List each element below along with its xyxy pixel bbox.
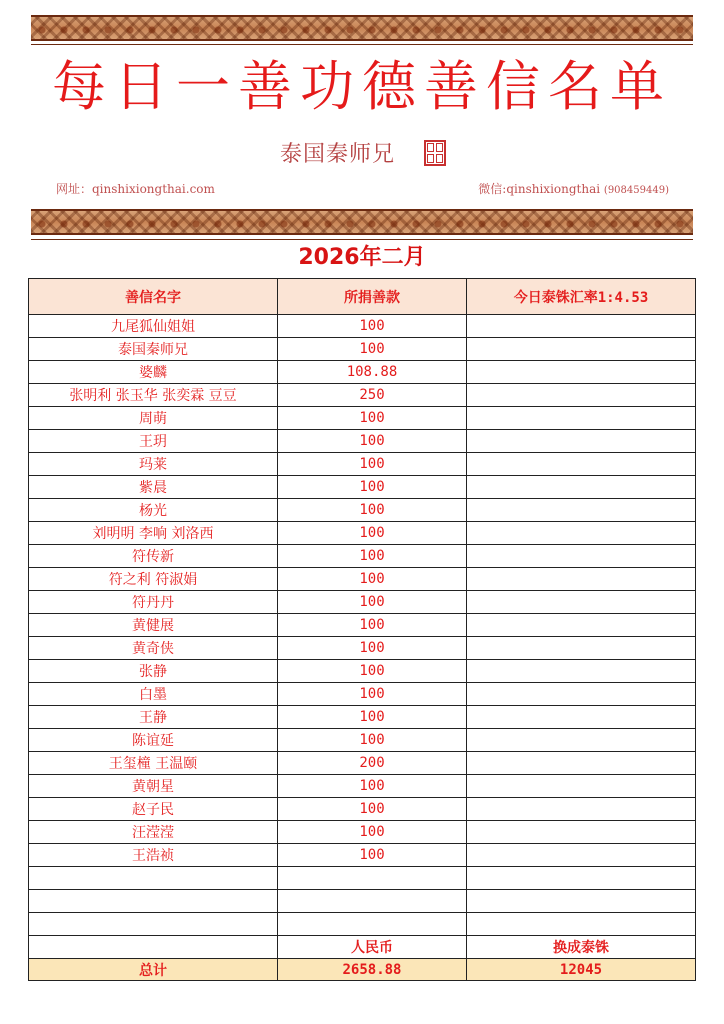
table-row — [29, 890, 696, 913]
exchange-cell — [467, 844, 696, 867]
wechat-text — [478, 180, 669, 197]
donation-amount: 100 — [278, 568, 467, 591]
exchange-cell — [467, 453, 696, 476]
donation-amount: 100 — [278, 315, 467, 338]
donation-amount — [278, 867, 467, 890]
table-row — [29, 315, 696, 338]
exchange-cell — [467, 361, 696, 384]
donor-name — [29, 867, 278, 890]
border-rule-bottom — [31, 239, 693, 240]
donation-amount: 100 — [278, 522, 467, 545]
donor-name: 婆麟 — [29, 361, 278, 384]
donor-name: 黄健展 — [29, 614, 278, 637]
donor-name: 陈谊延 — [29, 729, 278, 752]
exchange-cell — [467, 430, 696, 453]
donor-name: 王玺橦 王温颐 — [29, 752, 278, 775]
table-row — [29, 867, 696, 890]
donation-amount: 100 — [278, 476, 467, 499]
wechat-number: (908459449) — [603, 185, 669, 196]
donor-name: 杨光 — [29, 499, 278, 522]
table-row — [29, 384, 696, 407]
donation-amount: 100 — [278, 499, 467, 522]
table-row — [29, 706, 696, 729]
decorative-border-bottom — [31, 209, 693, 235]
donation-amount: 100 — [278, 844, 467, 867]
donor-name: 九尾狐仙姐姐 — [29, 315, 278, 338]
exchange-cell — [467, 384, 696, 407]
exchange-cell — [467, 522, 696, 545]
table-row — [29, 453, 696, 476]
table-row — [29, 407, 696, 430]
header-exchange-rate: 今日泰铢汇率1:4.53 — [467, 279, 696, 315]
exchange-cell — [467, 683, 696, 706]
exchange-cell — [467, 338, 696, 361]
donation-amount: 100 — [278, 453, 467, 476]
donation-amount: 100 — [278, 798, 467, 821]
exchange-cell — [467, 407, 696, 430]
donation-amount: 100 — [278, 338, 467, 361]
exchange-cell — [467, 660, 696, 683]
donor-name: 黄奇侠 — [29, 637, 278, 660]
exchange-cell — [467, 752, 696, 775]
label-rmb: 人民币 — [278, 936, 467, 959]
page-title: 每日一善功德善信名单 — [52, 55, 672, 118]
table-row — [29, 430, 696, 453]
table-row — [29, 752, 696, 775]
exchange-cell — [467, 775, 696, 798]
table-row — [29, 683, 696, 706]
period-heading: 2026年二月 — [298, 245, 426, 270]
donor-name: 刘明明 李响 刘洛西 — [29, 522, 278, 545]
donor-table — [28, 278, 696, 981]
donation-amount: 100 — [278, 821, 467, 844]
exchange-cell — [467, 614, 696, 637]
exchange-cell — [467, 890, 696, 913]
donor-name: 符传新 — [29, 545, 278, 568]
donation-amount: 250 — [278, 384, 467, 407]
donation-amount — [278, 890, 467, 913]
donor-name: 周萌 — [29, 407, 278, 430]
table-row — [29, 614, 696, 637]
table-row — [29, 844, 696, 867]
author-name: 泰国秦师兄 — [280, 142, 396, 167]
table-header-row — [29, 279, 696, 315]
exchange-cell — [467, 476, 696, 499]
exchange-cell — [467, 315, 696, 338]
table-row — [29, 338, 696, 361]
exchange-cell — [467, 499, 696, 522]
exchange-cell — [467, 913, 696, 936]
donor-name — [29, 913, 278, 936]
total-row — [29, 959, 696, 981]
wechat-id: 微信:qinshixiongthai — [478, 182, 601, 196]
donation-amount — [278, 913, 467, 936]
exchange-cell — [467, 545, 696, 568]
donor-name: 赵子民 — [29, 798, 278, 821]
table-row — [29, 545, 696, 568]
exchange-cell — [467, 591, 696, 614]
table-row — [29, 913, 696, 936]
donation-amount: 100 — [278, 430, 467, 453]
donation-amount: 100 — [278, 545, 467, 568]
donor-name: 王玥 — [29, 430, 278, 453]
donation-amount: 100 — [278, 660, 467, 683]
header-amount: 所捐善款 — [278, 279, 467, 315]
donor-name — [29, 890, 278, 913]
exchange-cell — [467, 637, 696, 660]
donation-amount: 108.88 — [278, 361, 467, 384]
label-thb: 换成泰铢 — [467, 936, 696, 959]
donor-name: 紫晨 — [29, 476, 278, 499]
donation-amount: 100 — [278, 637, 467, 660]
table-row — [29, 499, 696, 522]
donor-name: 黄朝星 — [29, 775, 278, 798]
donation-amount: 100 — [278, 591, 467, 614]
donation-amount: 100 — [278, 614, 467, 637]
total-label: 总计 — [29, 959, 278, 981]
donation-amount: 100 — [278, 729, 467, 752]
donation-amount: 100 — [278, 683, 467, 706]
donation-amount: 100 — [278, 706, 467, 729]
donor-name: 张静 — [29, 660, 278, 683]
donor-name: 王静 — [29, 706, 278, 729]
exchange-cell — [467, 706, 696, 729]
total-thb: 12045 — [467, 959, 696, 981]
donation-amount: 100 — [278, 775, 467, 798]
exchange-cell — [467, 867, 696, 890]
table-row — [29, 798, 696, 821]
exchange-cell — [467, 798, 696, 821]
exchange-cell — [467, 568, 696, 591]
donor-name: 汪滢滢 — [29, 821, 278, 844]
donor-name: 泰国秦师兄 — [29, 338, 278, 361]
donor-name: 玛莱 — [29, 453, 278, 476]
table-row — [29, 568, 696, 591]
table-row — [29, 522, 696, 545]
border-rule-top — [31, 44, 693, 45]
total-rmb: 2658.88 — [278, 959, 467, 981]
donor-name: 张明利 张玉华 张奕霖 豆豆 — [29, 384, 278, 407]
currency-label-row — [29, 936, 696, 959]
exchange-cell — [467, 821, 696, 844]
table-row — [29, 591, 696, 614]
table-row — [29, 775, 696, 798]
donation-amount: 100 — [278, 407, 467, 430]
seal-stamp-icon — [424, 140, 446, 166]
header-name: 善信名字 — [29, 279, 278, 315]
exchange-cell — [467, 729, 696, 752]
donation-amount: 200 — [278, 752, 467, 775]
donor-name: 白墨 — [29, 683, 278, 706]
currency-label-empty — [29, 936, 278, 959]
table-row — [29, 729, 696, 752]
table-row — [29, 361, 696, 384]
table-row — [29, 637, 696, 660]
table-row — [29, 476, 696, 499]
website-text: 网址：qinshixiongthai.com — [56, 182, 215, 196]
table-row — [29, 660, 696, 683]
table-row — [29, 821, 696, 844]
donor-name: 王浩祯 — [29, 844, 278, 867]
donor-name: 符之利 符淑娟 — [29, 568, 278, 591]
decorative-border-top — [31, 15, 693, 41]
donor-name: 符丹丹 — [29, 591, 278, 614]
